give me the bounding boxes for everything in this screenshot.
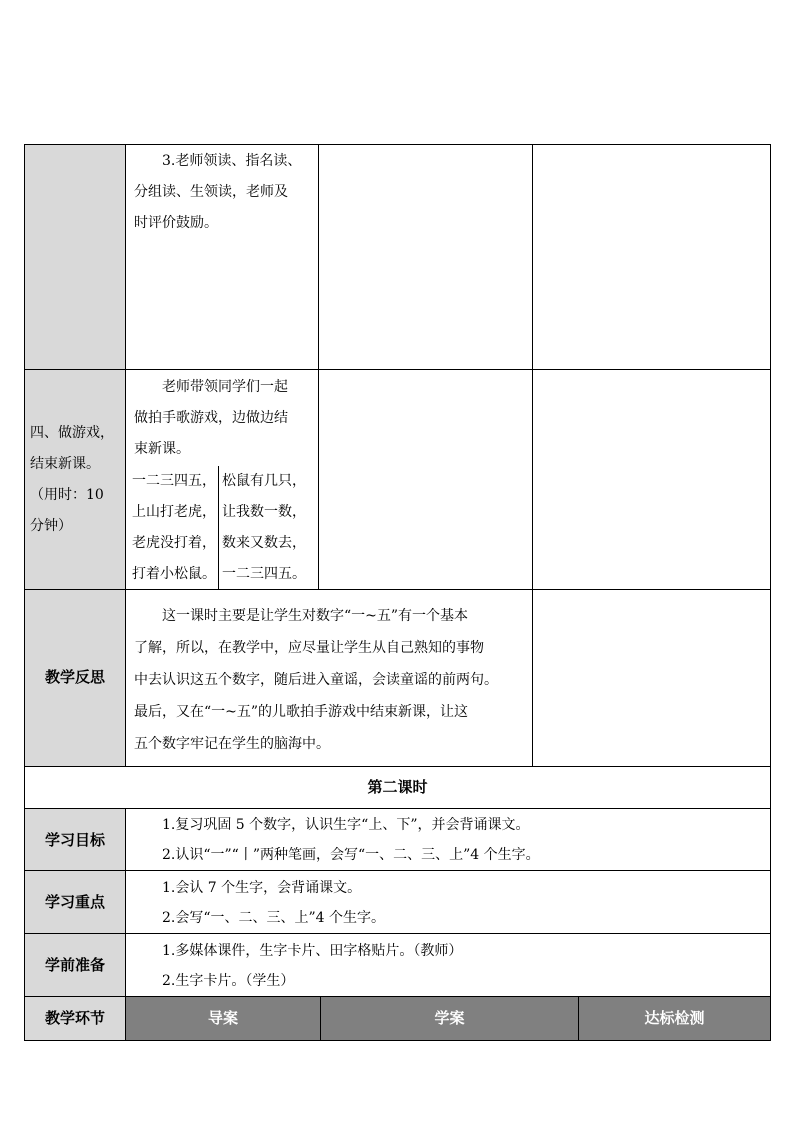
row2-stage-label: 四、做游戏， 结束新课。 （用时：10 分钟）	[30, 425, 114, 534]
row1-label-cell	[24, 145, 126, 370]
row1-activity-text-cont: 分组读、生领读，老师及 时评价鼓励。	[134, 184, 288, 231]
reflection-label: 教学反思	[44, 668, 105, 686]
study-column-header: 学案	[434, 1009, 465, 1027]
guide-column-header: 导案	[207, 1009, 238, 1027]
preparation-text: 1.多媒体课件，生字卡片、田字格贴片。（教师） 2.生字卡片。（学生）	[162, 943, 463, 989]
row1-activity-text: 3.老师领读、指名读、	[162, 153, 302, 169]
preparation-label: 学前准备	[44, 956, 105, 974]
row2-intro-text: 老师带领同学们一起	[162, 379, 288, 395]
reflection-text: 这一课时主要是让学生对数字“一~五”有一个基本 了解，所以，在教学中，应尽量让学生从自己熟知的事物 中去认识这五个数字，随后进入童谣，会读童谣的前两句。 最后，又在“一~五”的儿歌拍手游戏中结束新课，让这 五个数字牢记在学生的脑海中。	[134, 608, 498, 752]
song-left-column: 一二三四五， 上山打老虎， 老虎没打着， 打着小松鼠。	[132, 473, 216, 582]
row2-intro-text-cont: 做拍手歌游戏，边做边结 束新课。	[134, 410, 288, 457]
key-points-label: 学习重点	[44, 893, 105, 911]
check-column-header: 达标检测	[644, 1009, 705, 1027]
objectives-text: 1.复习巩固 5 个数字，认识生字“上、下”，并会背诵课文。 2.认识“一”“丨”两种笔画，会写“一、二、三、上”4 个生字。	[162, 817, 540, 863]
sections-label: 教学环节	[44, 1009, 105, 1027]
lesson2-title: 第二课时	[367, 778, 428, 796]
objectives-label: 学习目标	[44, 831, 105, 849]
song-right-column: 松鼠有几只， 让我数一数， 数来又数去， 一二三四五。	[222, 473, 306, 582]
key-points-text: 1.会认 7 个生字，会背诵课文。 2.会写“一、二、三、上”4 个生字。	[162, 880, 386, 926]
